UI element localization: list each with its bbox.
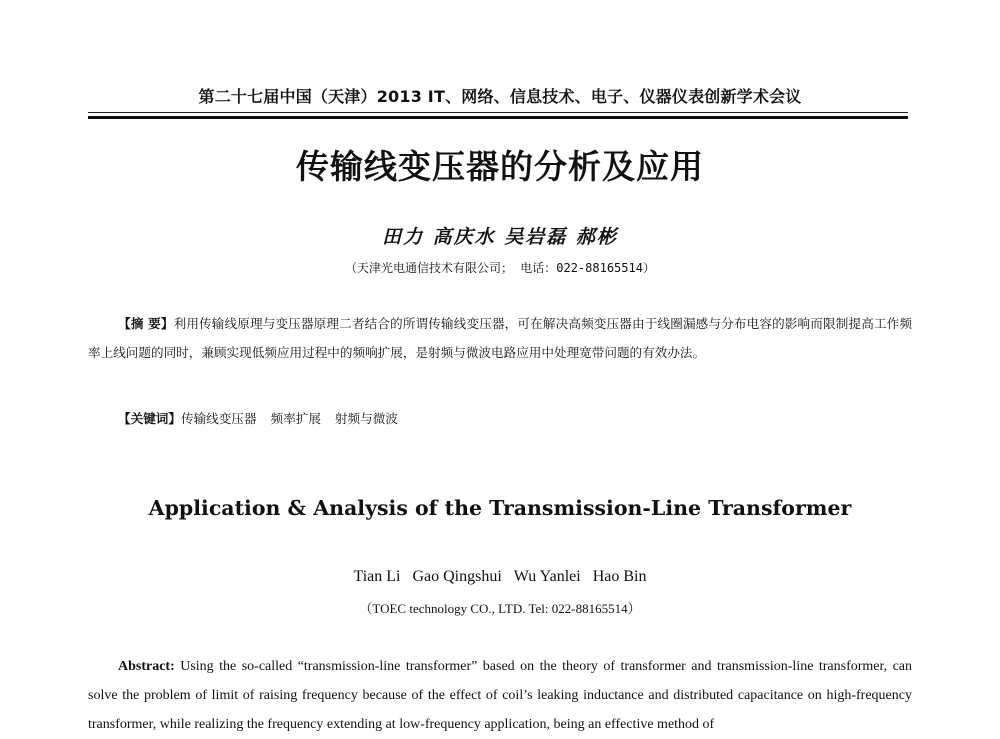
conference-header: 第二十七届中国（天津）2013 IT、网络、信息技术、电子、仪器仪表创新学术会议 (198, 87, 802, 106)
english-abstract-label: Abstract: (118, 659, 175, 674)
chinese-abstract (88, 310, 912, 367)
chinese-title: 传输线变压器的分析及应用 (296, 147, 704, 186)
chinese-abstract-label: 【摘 要】 (118, 316, 174, 331)
keyword: 射频与微波 (334, 411, 398, 426)
author-name: Gao Qingshui (412, 568, 502, 585)
english-abstract (88, 652, 912, 739)
english-abstract-text: Using the so-called “transmission-line transformer” based on the theory of transformer and transmission-line transformer, can solve the problem of limit of raising frequency because of the effect of coil’s leaking inductance and distributed capacitance on high-frequency transformer, while realizing the frequency extending at low-frequency application, being an effective method of (88, 659, 913, 732)
author-name: Tian Li (353, 568, 401, 585)
keyword: 频率扩展 (270, 411, 321, 426)
chinese-authors: 田力 高庆水 吴岩磊 郝彬 (382, 226, 618, 248)
english-title: Application & Analysis of the Transmission-Line Transformer (148, 496, 852, 520)
chinese-affiliation: （天津光电通信技术有限公司； 电话：022-88165514） (345, 261, 655, 275)
keyword: 传输线变压器 (180, 411, 257, 426)
header-rule-thick (88, 116, 908, 119)
english-affiliation: （TOEC technology CO., LTD. Tel: 022-88165514） (359, 601, 641, 616)
chinese-keywords (88, 405, 912, 434)
chinese-abstract-text: 利用传输线原理与变压器原理二者结合的所谓传输线变压器，可在解决高频变压器由于线圈漏感与分布电容的影响而限制提高工作频率上线问题的同时，兼顾实现低频应用过程中的频响扩展，是射频与微波电路应用中处理宽带问题的有效办法。 (88, 316, 913, 360)
english-authors (100, 568, 900, 586)
chinese-keywords-label: 【关键词】 (118, 411, 181, 426)
author-name: Hao Bin (592, 568, 647, 585)
header-rule-thin (88, 112, 908, 113)
author-name: Wu Yanlei (513, 568, 581, 585)
